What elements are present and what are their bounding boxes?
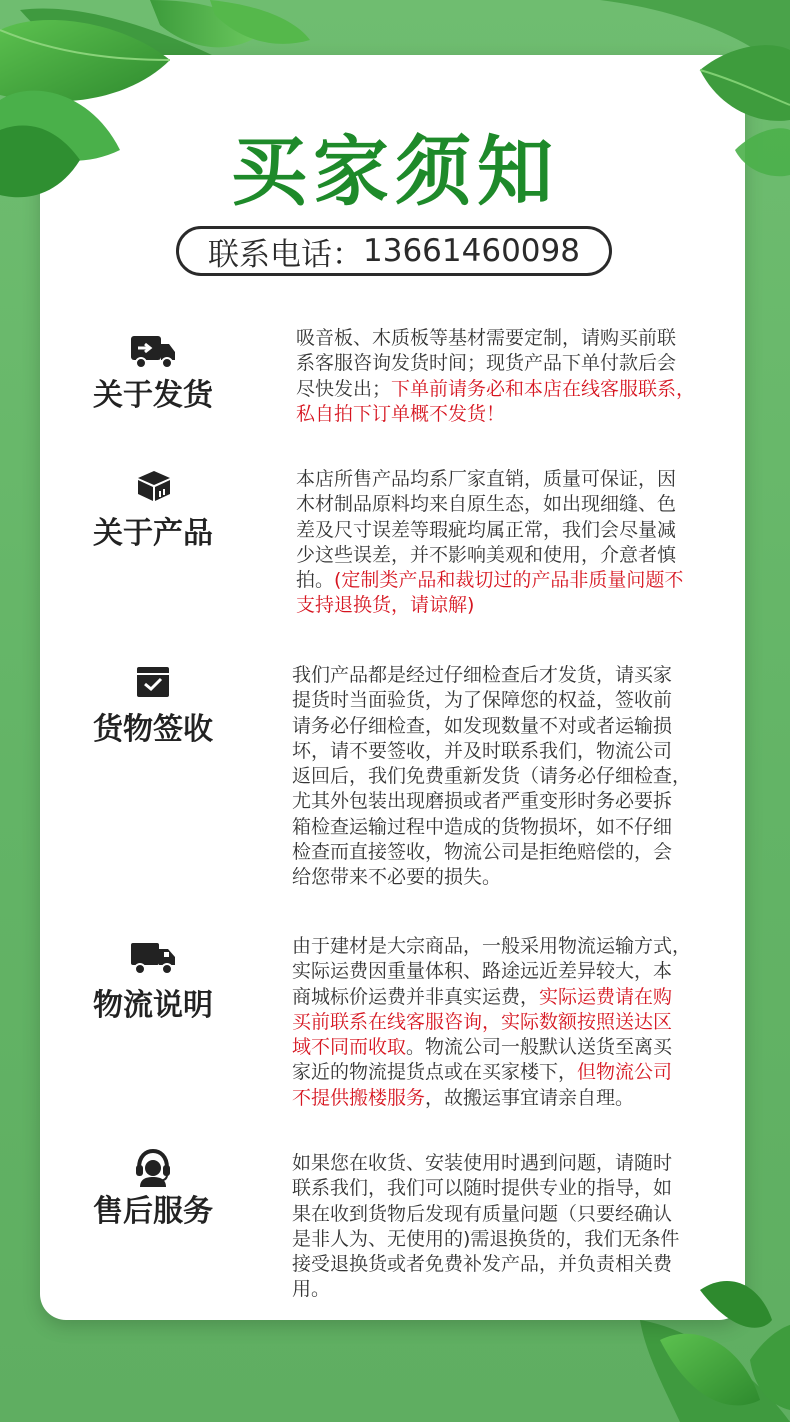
section-title-shipping: 关于发货: [93, 378, 213, 413]
body-text: 拍。: [296, 569, 335, 592]
body-text: 实际运费因重量体积、路途远近差异较大，本: [292, 960, 673, 983]
body-text: 检查而直接签收，物流公司是拒绝赔偿的，会: [292, 841, 673, 864]
body-text: 联系我们，我们可以随时提供专业的指导，如: [292, 1177, 673, 1200]
body-text: 木材制品原料均来自原生态，如出现细缝、色: [296, 493, 677, 516]
section-text-logistics: [292, 934, 691, 1111]
body-text: 我们产品都是经过仔细检查后才发货，请买家: [292, 664, 673, 686]
body-text: 少这些误差，并不影响美观和使用，介意者慎: [296, 543, 677, 566]
section-text-receipt: [292, 663, 691, 891]
page-title: 买家须知: [231, 127, 559, 216]
body-text: 。物流公司一般默认送货至离买: [406, 1036, 673, 1059]
highlight-text: 不提供搬楼服务: [292, 1086, 426, 1109]
body-text: 家近的物流提货点或在买家楼下，: [292, 1061, 578, 1084]
body-text: 吸音板、木质板等基材需要定制，请购买前联: [296, 327, 677, 349]
body-text: 系客服咨询发货时间；现货产品下单付款后会: [296, 352, 677, 375]
section-text-product: [296, 467, 683, 619]
section-text-shipping: [296, 326, 695, 427]
body-text: 由于建材是大宗商品，一般采用物流运输方式，: [292, 935, 692, 957]
body-text: 返回后，我们免费重新发货（请务必仔细检查，: [292, 765, 692, 788]
contact-phone-box[interactable]: [176, 226, 612, 276]
body-text: 提货时当面验货，为了保障您的权益，签收前: [292, 689, 673, 712]
body-text: 是非人为、无使用的)需退换货的，我们无条件: [292, 1227, 680, 1250]
highlight-text: 但物流公司: [577, 1061, 673, 1084]
section-title-receipt: 货物签收: [93, 712, 213, 747]
highlight-text: 域不同而收取: [292, 1036, 407, 1059]
body-text: 请务必仔细检查，如发现数量不对或者运输损: [292, 714, 673, 737]
product-box-icon: [136, 470, 172, 502]
logistics-truck-icon: [129, 940, 177, 976]
body-text: 用。: [292, 1278, 331, 1301]
body-text: 商城标价运费并非真实运费，: [292, 985, 540, 1008]
body-text: 给您带来不必要的损失。: [292, 866, 502, 889]
body-text: ，故搬运事宜请亲自理。: [425, 1086, 635, 1109]
highlight-text: (定制类产品和裁切过的产品非质量问题不: [334, 569, 684, 592]
section-text-after-sales: [292, 1151, 679, 1303]
body-text: 果在收到货物后发现有质量问题（只要经确认: [292, 1202, 673, 1225]
highlight-text: 支持退换货，请谅解): [296, 594, 475, 617]
highlight-text: 实际运费请在购: [539, 985, 673, 1008]
phone-label: 联系电话：: [208, 236, 364, 273]
highlight-text: 买前联系在线客服咨询，实际数额按照送达区: [292, 1010, 673, 1033]
body-text: 本店所售产品均系厂家直销，质量可保证，因: [296, 468, 677, 490]
delivery-truck-icon: [129, 334, 177, 370]
body-text: 箱检查运输过程中造成的货物损坏，如不仔细: [292, 815, 673, 838]
section-title-product: 关于产品: [93, 516, 213, 551]
body-text: 差及尺寸误差等瑕疵均属正常，我们会尽量减: [296, 518, 677, 541]
body-text: 坏，请不要签收，并及时联系我们，物流公司: [292, 739, 673, 762]
highlight-text: 私自拍下订单概不发货！: [296, 402, 506, 425]
body-text: 尤其外包装出现磨损或者严重变形时务必要拆: [292, 790, 673, 813]
body-text: 接受退换货或者免费补发产品，并负责相关费: [292, 1253, 673, 1276]
section-title-logistics: 物流说明: [93, 988, 213, 1023]
body-text: 如果您在收货、安装使用时遇到问题，请随时: [292, 1152, 673, 1174]
phone-number[interactable]: 13661460098: [363, 233, 580, 269]
section-title-after-sales: 售后服务: [93, 1194, 213, 1229]
customer-service-icon: [134, 1148, 172, 1188]
sign-receipt-icon: [136, 666, 170, 698]
highlight-text: 下单前请务必和本店在线客服联系，: [391, 377, 696, 400]
body-text: 尽快发出；: [296, 377, 392, 400]
